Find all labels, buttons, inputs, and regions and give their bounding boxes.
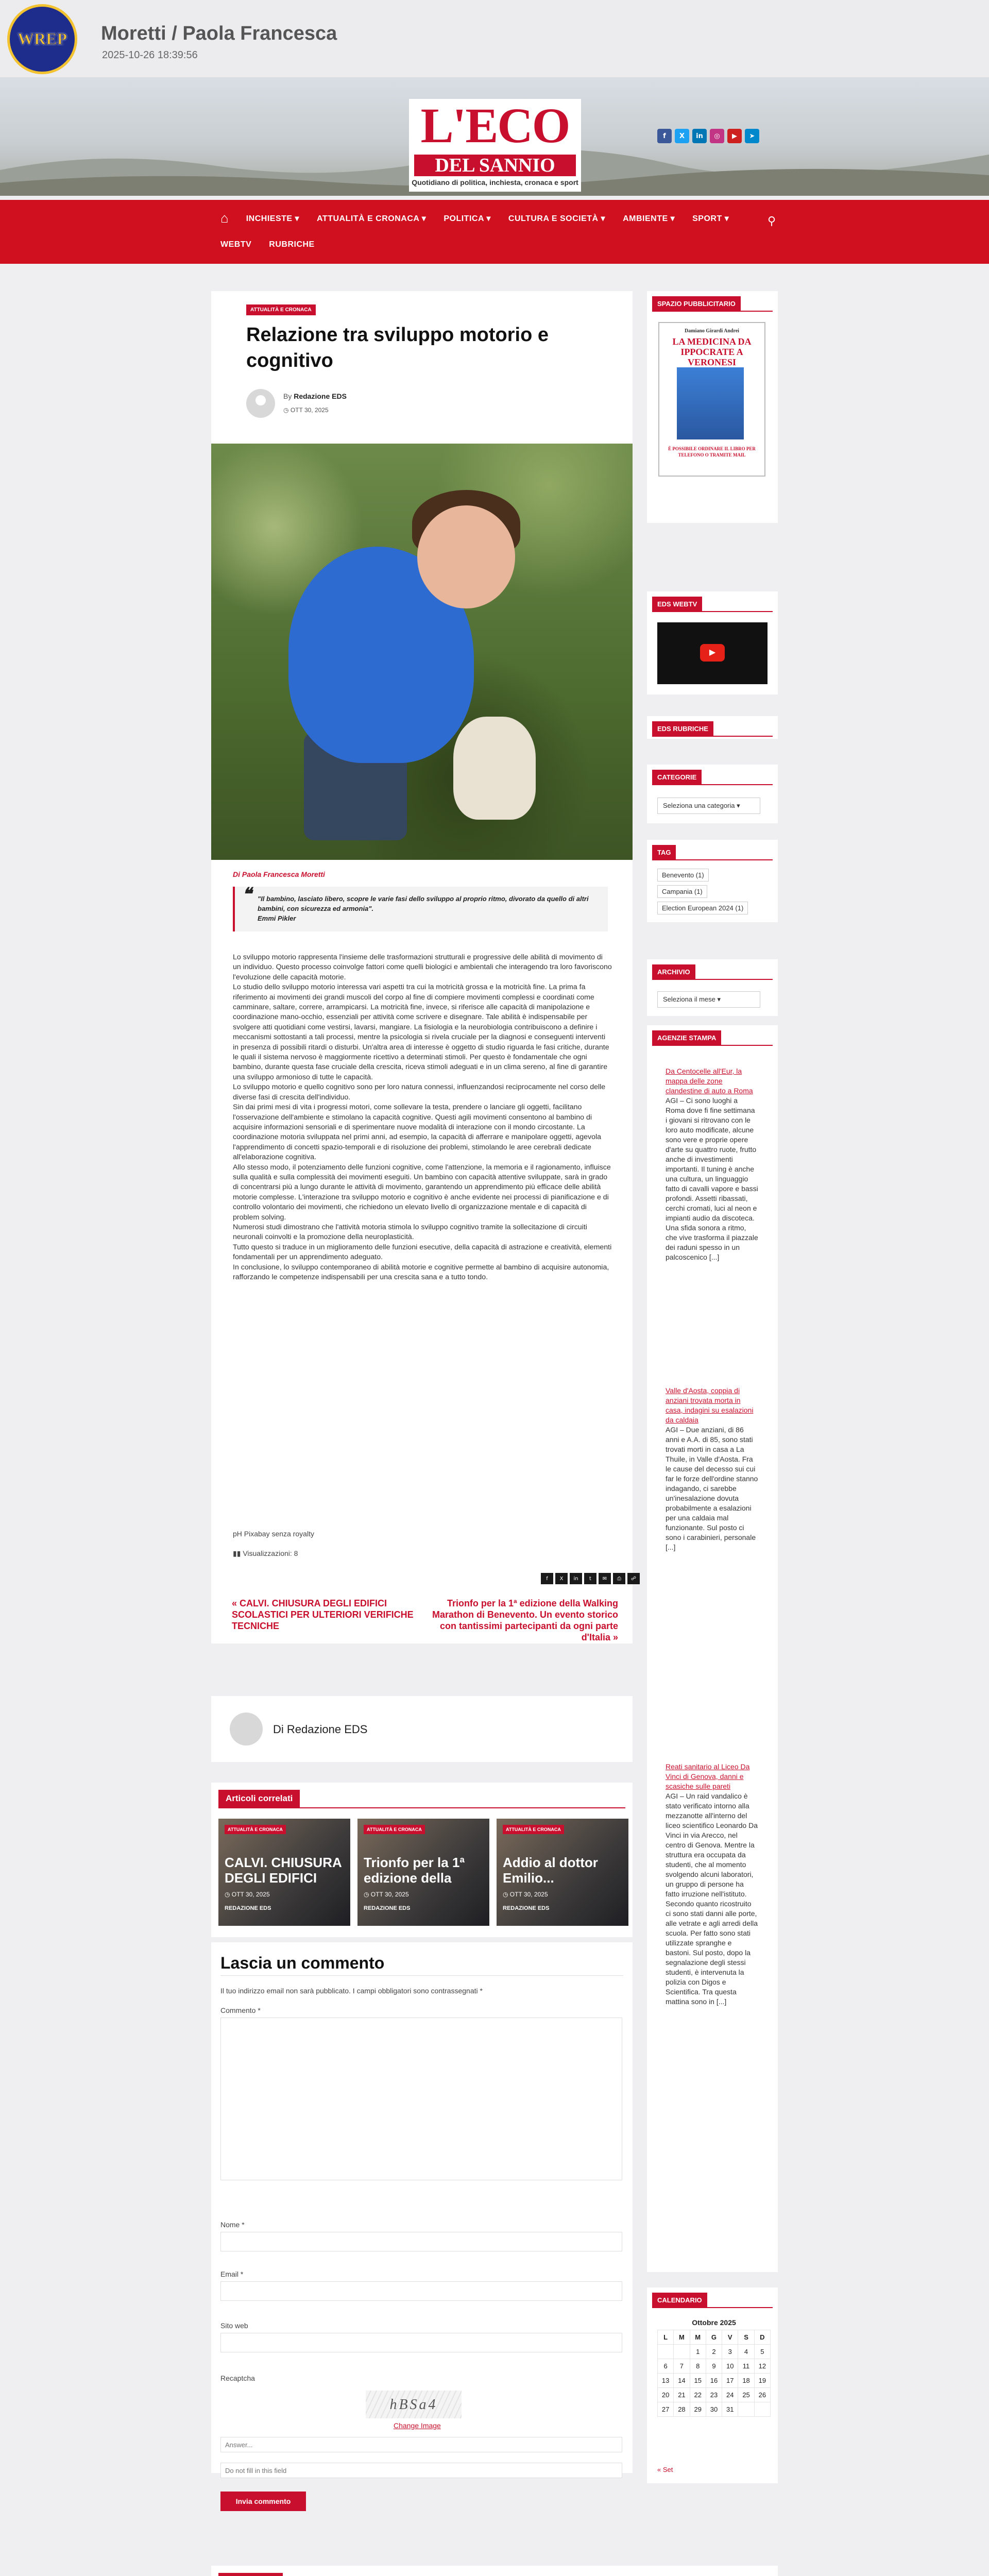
captcha-image <box>366 2391 462 2418</box>
tag-link[interactable]: Benevento (1) <box>657 869 709 882</box>
author-box <box>211 1696 633 1762</box>
author-box-name[interactable]: Di Redazione EDS <box>273 1723 368 1736</box>
related-card[interactable] <box>497 1819 628 1926</box>
related-author[interactable]: REDAZIONE EDS <box>225 1905 271 1911</box>
name-label: Nome * <box>220 2221 245 2229</box>
comment-label: Commento * <box>220 2006 261 2014</box>
calendar-day[interactable]: 21 <box>674 2388 690 2402</box>
feed-link[interactable]: Valle d'Aosta, coppia di anziani trovata morta in casa, indagini su esalazioni da caldaia <box>666 1386 754 1424</box>
author-link[interactable]: Redazione EDS <box>294 392 347 400</box>
site-header <box>0 77 989 196</box>
photo-credit: pH Pixabay senza royalty <box>233 1530 314 1538</box>
calendar-day[interactable]: 9 <box>706 2359 722 2374</box>
calendar-day[interactable]: 28 <box>674 2402 690 2417</box>
altre-notizie <box>211 2566 778 2576</box>
feed-link[interactable]: Reati sanitario al Liceo Da Vinci di Genova, danni e scasiche sulle pareti <box>666 1762 750 1790</box>
calendar-day <box>658 2345 674 2359</box>
related-badge[interactable]: ATTUALITÀ E CRONACA <box>503 1825 564 1834</box>
quote-icon: ❝ <box>242 884 252 905</box>
related-card[interactable] <box>357 1819 489 1926</box>
ad-widget <box>647 291 778 523</box>
calendar-day <box>674 2345 690 2359</box>
calendar-day[interactable]: 18 <box>738 2374 754 2388</box>
categorie-widget-header <box>652 770 773 785</box>
related-badge[interactable]: ATTUALITÀ E CRONACA <box>364 1825 425 1834</box>
article-paragraph: Lo studio dello sviluppo motorio interessa vari aspetti tra cui la motricità grossa e la motricità fine. La prima fa riferimento ai movimenti dei grandi muscoli del corpo al fine di compiere movimenti complessi e coordinati come camminare, saltare, correre, arrampicarsi. La motricità fine, invece, si riferisce alle capacità di manipolazione e coordinazione mano-occhio, essenziali per attività come scrivere e disegnare. Tale abilità è indispensabile per svolgere atti quotidiani come vestirsi, lavarsi, mangiare. La fisiologia e la neurobiologia contribuiscono a definire i meccanismi sottostanti a tali processi, mentre la psicologia si rivela cruciale per la diagnosi e conseguenti interventi in presenza di possibili ritardi o disturbi. Un'altra area di interesse è oggetto di studio riguarda le fasi critiche, durante le quali il sistema nervoso è maggiormente ricettivo a determinati stimoli. Per questo è fondamentale che ogni bambino, durante questa fase cruciale della crescita, riceva stimoli adeguati e in un clima sereno, al fine di garantire una sviluppo armonioso di tutte le capacità. <box>233 983 609 1081</box>
article-title: Relazione tra sviluppo motorio e cognitivo <box>246 324 549 371</box>
calendar-day <box>738 2402 754 2417</box>
logo-tagline: Quotidiano di politica, inchiesta, cronaca e sport <box>412 178 578 187</box>
webtv-widget-header <box>652 597 773 612</box>
related-date: ◷ OTT 30, 2025 <box>364 1891 409 1898</box>
comment-divider <box>220 1975 623 1976</box>
clock-icon: ◷ <box>283 406 289 414</box>
calendar-day[interactable]: 29 <box>690 2402 706 2417</box>
nav-item-0[interactable]: INCHIESTE ▾ <box>246 214 300 223</box>
agenzie-widget <box>647 1025 778 2272</box>
calendar-weekday: V <box>722 2330 738 2345</box>
agenzie-title: AGENZIE STAMPA <box>652 1030 721 1046</box>
calendar-day[interactable]: 16 <box>706 2374 722 2388</box>
feed-item <box>666 1066 758 1262</box>
calendar-day[interactable]: 30 <box>706 2402 722 2417</box>
webtv-video[interactable] <box>657 622 768 684</box>
share-buttons <box>541 1573 640 1584</box>
categorie-widget <box>647 765 778 823</box>
calendar-day[interactable]: 15 <box>690 2374 706 2388</box>
article-paragraph: Allo stesso modo, il potenziamento delle funzioni cognitive, come l'attenzione, la memoria e il ragionamento, influisce sulla qualità e sulla complessità dei movimenti eseguiti. Un bambino con capacità attentive sviluppate, sarà in grado di concentrarsi più a lungo durante le attività di movimento, garantendo un apprendimento più efficace delle abilità motorie complesse. L'interazione tra sviluppo motorio e cognitivo è anche evidente nei processi di pianificazione e di controllo volontario dei movimenti, che richiedono un elevato livello di organizzazione mentale e di capacità di problem solving. <box>233 1163 611 1222</box>
calendar-weekday: D <box>754 2330 770 2345</box>
calendar-day[interactable]: 19 <box>754 2374 770 2388</box>
byline-prefix: By <box>283 392 292 400</box>
x-twitter-icon[interactable]: X <box>675 129 689 143</box>
play-icon[interactable]: ▶ <box>700 644 725 662</box>
categorie-select-value: Seleziona una categoria <box>663 802 735 809</box>
share-button-3[interactable]: t <box>584 1573 596 1584</box>
sidebar-book-ad[interactable] <box>658 322 765 477</box>
submit-comment-button[interactable]: Invia commento <box>220 2492 306 2511</box>
book-author: Damiano Girardi Andrei <box>685 328 739 334</box>
logo-eco: L'ECO <box>420 98 570 153</box>
nav-item-4[interactable]: AMBIENTE ▾ <box>623 214 675 223</box>
related-divider <box>218 1807 625 1808</box>
archivio-widget <box>647 959 778 1016</box>
captcha-answer-input[interactable] <box>220 2437 622 2452</box>
instagram-icon[interactable]: ◎ <box>710 129 724 143</box>
article-paragraph: In conclusione, lo sviluppo contemporaneo di abilità motorie e cognitive permette al bambino di acquisire autonomia, rafforzando le competenze indispensabili per una crescita sana e a tutto tondo. <box>233 1263 609 1281</box>
calendar-day[interactable]: 25 <box>738 2388 754 2402</box>
calendar-day[interactable]: 22 <box>690 2388 706 2402</box>
rubriche-widget-header <box>652 721 773 737</box>
categorie-select[interactable]: Seleziona una categoria ▾ <box>657 798 760 814</box>
calendar-day[interactable]: 27 <box>658 2402 674 2417</box>
feed-text: AGI – Un raid vandalico è stato verificato intorno alla mezzanotte all'interno del liceo scientifico Leonardo Da Vinci in via Arecco, nel centro di Genova. Mentre la struttura era occupata da studenti, che al momento svolgendo alcuni laboratori, un gruppo di persone ha fatto irruzione nell'istituto. Secondo quanto ricostruito ci sono stati danni alle porte, alle vetrate e agli arredi della scuola. Per fatto sono stati utilizzate spranghe e bastoni. Sul posto, dopo la segnalazione degli stessi studenti, è intervenuta la polizia con Digos e Scientifica. Tra questa mattina sono in [...] <box>666 1792 758 2006</box>
share-button-5[interactable]: ⎙ <box>613 1573 625 1584</box>
related-card[interactable] <box>218 1819 350 1926</box>
related-title[interactable]: CALVI. CHIUSURA DEGLI EDIFICI <box>225 1855 342 1886</box>
related-author[interactable]: REDAZIONE EDS <box>503 1905 550 1911</box>
calendar-day[interactable]: 11 <box>738 2359 754 2374</box>
comment-textarea[interactable] <box>220 2018 622 2180</box>
tag-link[interactable]: Election European 2024 (1) <box>657 902 748 914</box>
calendar-day[interactable]: 8 <box>690 2359 706 2374</box>
nav-item-3[interactable]: CULTURA E SOCIETÀ ▾ <box>508 214 606 223</box>
author-box-avatar[interactable] <box>230 1713 263 1745</box>
share-button-1[interactable]: X <box>555 1573 568 1584</box>
calendar-day[interactable]: 26 <box>754 2388 770 2402</box>
article-byline <box>283 392 347 400</box>
comment-title: Lascia un commento <box>220 1954 385 1972</box>
plush-toy <box>453 717 536 820</box>
feed-text: AGI – Ci sono luoghi a Roma dove fi fine settimana i giovani si ritrovano con le loro auto modificate, alcune sono vere e proprie opere d'arte su quattro ruote, frutto anche di investimenti importanti. Il tuning è anche una cultura, un linguaggio fatto di cavalli vapore e bassi profondi. Assetti ribassati, cerchi cromati, luci al neon e impianti audio da discoteca. Una sfida sonora a ritmo, che vive trasforma il piazzale dei raduni spesso in un palcoscenico [...] <box>666 1096 758 1261</box>
article-body <box>233 953 612 1282</box>
categorie-title: CATEGORIE <box>652 770 702 785</box>
calendar-weekday: G <box>706 2330 722 2345</box>
tag-link[interactable]: Campania (1) <box>657 885 707 898</box>
calendar-day[interactable]: 12 <box>754 2359 770 2374</box>
captcha-label: Recaptcha <box>220 2374 255 2382</box>
related-title[interactable]: Addio al dottor Emilio... <box>503 1855 598 1886</box>
calendar-weekday: L <box>658 2330 674 2345</box>
calendar-day[interactable]: 10 <box>722 2359 738 2374</box>
previous-post-link[interactable]: « CALVI. CHIUSURA DEGLI EDIFICI SCOLASTICI PER ULTERIORI VERIFICHE TECNICHE <box>232 1598 414 1631</box>
feed-text: AGI – Due anziani, di 86 anni e A.A. di 85, sono stati trovati morti in casa a La Thuile, in Valle d'Aosta. Fra le cause del decesso sui cui far le forze dell'ordine stanno indagando, ci sarebbe un'inesalazione dovuta probabilmente a esalazioni per una caldaia mal funzionante. Sul posto ci sono i carabinieri, personale [...] <box>666 1426 758 1551</box>
comment-note: Il tuo indirizzo email non sarà pubblicato. I campi obbligatori sono contrassegnati * <box>220 1987 483 1995</box>
email-input[interactable] <box>220 2281 622 2301</box>
calendar-month: Ottobre 2025 <box>692 2318 736 2327</box>
quote-author: Emmi Pikler <box>258 914 296 922</box>
archivio-select-value: Seleziona il mese <box>663 995 715 1003</box>
calendar-weekday: S <box>738 2330 754 2345</box>
site-logo[interactable] <box>409 99 581 192</box>
archivio-title: ARCHIVIO <box>652 964 695 980</box>
wrep-banner <box>0 0 989 77</box>
calendar-day[interactable]: 13 <box>658 2374 674 2388</box>
archivio-select[interactable]: Seleziona il mese ▾ <box>657 991 760 1008</box>
related-date: ◷ OTT 30, 2025 <box>503 1891 548 1898</box>
article-paragraph: Sin dai primi mesi di vita i progressi motori, come sollevare la testa, prendere o lanciare gli oggetti, facilitano l'osservazione dell'ambiente e stimolano la capacità cognitive. Questi agili movimenti consentono al bambino di acquisire informazioni sensoriali e di sperimentare nuove modalità di interazione con il mondo circostante. La coordinazione motoria sviluppata nel primi anni, ad esempio, la capacità di afferrare e manipolare oggetti, agevola l'apprendimento di concetti spazio-temporali e di risoluzione dei problemi, stimolando le aree cerebrali dedicate all'elaborazione cognitiva. <box>233 1103 602 1162</box>
ad-widget-header <box>652 296 773 312</box>
chart-icon: ▮▮ <box>233 1549 241 1557</box>
rubriche-widget <box>647 716 778 739</box>
share-button-6[interactable]: ☍ <box>627 1573 640 1584</box>
comment-form <box>211 1942 633 2505</box>
feed-item <box>666 1386 758 1552</box>
tag-widget <box>647 840 778 922</box>
calendar-prev-link[interactable]: « Set <box>657 2466 673 2473</box>
article-paragraph: Lo sviluppo motorio rappresenta l'insieme delle trasformazioni strutturali e progressive delle abilità di movimento di un individuo. Questo processo coinvolge fattori come quelli biologici e ambientali che interagendo tra loro favoriscono l'evoluzione delle capacità motorie. <box>233 953 612 981</box>
child-face <box>417 505 515 608</box>
article-author-line: Di Paola Francesca Moretti <box>233 870 325 878</box>
calendar-day[interactable]: 14 <box>674 2374 690 2388</box>
view-count <box>233 1549 298 1558</box>
telegram-icon[interactable]: ➤ <box>745 129 759 143</box>
category-badge[interactable]: ATTUALITÀ E CRONACA <box>246 304 316 315</box>
home-icon[interactable]: ⌂ <box>220 210 229 226</box>
book-footer: È POSSIBILE ORDINARE IL LIBRO PER TELEFONO O TRAMITE MAIL <box>668 446 756 457</box>
quote-text: "Il bambino, lasciato libero, scopre le varie fasi dello sviluppo al proprio ritmo, divorato da quello di altri bambini, con sicurezza ed armonia". <box>258 895 589 912</box>
related-date: ◷ OTT 30, 2025 <box>225 1891 270 1898</box>
main-nav <box>0 200 989 264</box>
search-icon[interactable]: ⚲ <box>768 214 776 227</box>
nav-item-row2-1[interactable]: RUBRICHE <box>269 240 315 249</box>
feed-item <box>666 1762 758 2007</box>
article-paragraph: Lo sviluppo motorio e quello cognitivo sono per loro natura connessi, influenzandosi reciprocamente nel corso delle diverse fasi di crescita dell'individuo. <box>233 1083 606 1101</box>
calendar-widget-header <box>652 2293 773 2308</box>
share-button-4[interactable]: ✉ <box>599 1573 611 1584</box>
calendar-day[interactable]: 5 <box>754 2345 770 2359</box>
article-paragraph: Tutto questo si traduce in un miglioramento delle funzioni esecutive, della capacità di astrazione e creatività, elementi fondamentali per un apprendimento adeguato. <box>233 1243 612 1262</box>
article-date <box>283 406 329 414</box>
facebook-icon[interactable]: f <box>657 129 672 143</box>
article-card <box>211 291 637 1643</box>
share-button-0[interactable]: f <box>541 1573 553 1584</box>
email-label: Email * <box>220 2270 244 2278</box>
article-paragraph: Numerosi studi dimostrano che l'attività motoria stimola lo sviluppo cognitivo tramite la sollecitazione di circuiti neuronali coinvolti e la promozione della neuroplasticità. <box>233 1223 587 1242</box>
nav-item-row2-0[interactable]: WEBTV <box>220 240 252 249</box>
calendar-day[interactable]: 23 <box>706 2388 722 2402</box>
wrep-datetime: 2025-10-26 18:39:56 <box>102 49 198 61</box>
calendar-day[interactable]: 7 <box>674 2359 690 2374</box>
rubriche-title: EDS RUBRICHE <box>652 721 713 737</box>
related-author[interactable]: REDAZIONE EDS <box>364 1905 411 1911</box>
website-label: Sito web <box>220 2321 248 2330</box>
next-post-link[interactable]: Trionfo per la 1ª edizione della Walking Marathon di Benevento. Un evento storico con tantissimi partecipanti da ogni parte d'Italia » <box>432 1598 618 1642</box>
calendar-day[interactable]: 1 <box>690 2345 706 2359</box>
related-title[interactable]: Trionfo per la 1ª edizione della <box>364 1855 465 1886</box>
calendar-weekday: M <box>674 2330 690 2345</box>
related-badge[interactable]: ATTUALITÀ E CRONACA <box>225 1825 286 1834</box>
wrep-author: Moretti / Paola Francesca <box>101 23 337 44</box>
article-quote <box>233 884 608 931</box>
tag-widget-header <box>652 845 773 860</box>
calendar-day[interactable]: 20 <box>658 2388 674 2402</box>
book-cover <box>677 367 744 439</box>
related-articles <box>211 1783 633 1937</box>
wrep-logo-text: WREP <box>18 29 67 48</box>
change-captcha-link[interactable]: Change Image <box>394 2421 441 2430</box>
honeypot-input[interactable] <box>220 2463 622 2478</box>
agenzie-widget-header <box>652 1030 773 1046</box>
calendar-day[interactable]: 17 <box>722 2374 738 2388</box>
book-title: LA MEDICINA DA IPPOCRATE A VERONESI <box>672 336 752 367</box>
view-count-text: Visualizzazioni: 8 <box>243 1549 298 1557</box>
archivio-widget-header <box>652 964 773 980</box>
calendar-day[interactable]: 3 <box>722 2345 738 2359</box>
ad-widget-title: SPAZIO PUBBLICITARIO <box>652 296 741 312</box>
calendar-day[interactable]: 31 <box>722 2402 738 2417</box>
related-title: Articoli correlati <box>218 1790 300 1807</box>
tag-title: TAG <box>652 845 676 860</box>
wrep-logo[interactable] <box>7 4 77 74</box>
nav-item-2[interactable]: POLITICA ▾ <box>444 214 491 223</box>
website-input[interactable] <box>220 2333 622 2352</box>
calendar-weekday: M <box>690 2330 706 2345</box>
calendar-widget <box>647 2287 778 2483</box>
calendar-title: CALENDARIO <box>652 2293 707 2308</box>
calendar-day[interactable]: 2 <box>706 2345 722 2359</box>
article-hero-image <box>211 444 633 860</box>
feed-link[interactable]: Da Centocelle all'Eur, la mappa delle zone clandestine di auto a Roma <box>666 1067 753 1095</box>
calendar-table <box>657 2318 771 2417</box>
youtube-icon[interactable]: ▶ <box>727 129 742 143</box>
nav-item-1[interactable]: ATTUALITÀ E CRONACA ▾ <box>317 214 427 223</box>
linkedin-icon[interactable]: in <box>692 129 707 143</box>
captcha-text: hBSa4 <box>389 2397 438 2413</box>
logo-sannio: DEL SANNIO <box>414 155 576 176</box>
altre-title <box>218 2573 283 2576</box>
name-input[interactable] <box>220 2232 622 2251</box>
calendar-day[interactable]: 4 <box>738 2345 754 2359</box>
author-avatar[interactable] <box>246 389 275 418</box>
share-button-2[interactable]: in <box>570 1573 582 1584</box>
calendar-day <box>754 2402 770 2417</box>
calendar-day[interactable]: 6 <box>658 2359 674 2374</box>
article-date-text: OTT 30, 2025 <box>290 406 329 414</box>
header-social-links <box>657 129 759 143</box>
calendar-day[interactable]: 24 <box>722 2388 738 2402</box>
nav-item-5[interactable]: SPORT ▾ <box>692 214 729 223</box>
webtv-title: EDS WEBTV <box>652 597 702 612</box>
webtv-widget <box>647 591 778 694</box>
